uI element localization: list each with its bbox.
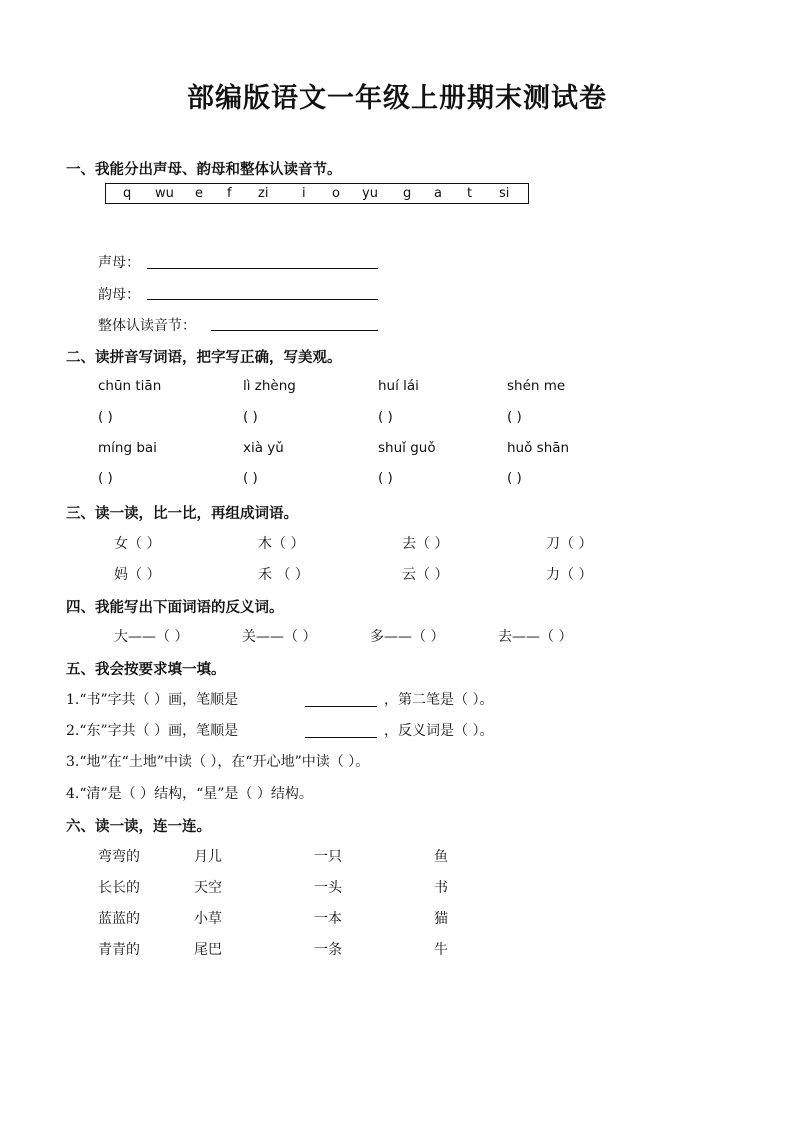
answer-paren[interactable]: ( ): [243, 470, 258, 486]
stroke-order-line[interactable]: [305, 706, 377, 707]
section-1-heading: 一、我能分出声母、韵母和整体认读音节。: [66, 162, 342, 178]
section-3-heading: 三、读一读，比一比，再组成词语。: [66, 506, 298, 522]
match-item[interactable]: 尾巴: [194, 942, 222, 958]
section-6-heading: 六、读一读，连一连。: [66, 819, 211, 835]
answer-paren[interactable]: ( ): [243, 409, 258, 425]
match-item[interactable]: 一头: [314, 880, 342, 896]
char-item: 木（ ）: [258, 536, 305, 552]
shengmu-label: 声母：: [98, 255, 140, 271]
page-title: 部编版语文一年级上册期末测试卷: [187, 83, 607, 114]
letter: wu: [155, 186, 174, 201]
question-2: 2.“东”字共（ ）画，笔顺是: [66, 723, 239, 739]
letter: f: [227, 186, 232, 201]
letter: i: [302, 186, 306, 201]
question-2-tail: ，反义词是（ ）。: [384, 723, 494, 739]
antonym-item: 大——（ ）: [114, 629, 189, 645]
pinyin: huǒ shān: [507, 440, 570, 456]
char-item: 去（ ）: [402, 536, 449, 552]
char-item: 力（ ）: [546, 567, 593, 583]
match-item[interactable]: 蓝蓝的: [98, 911, 140, 927]
shengmu-answer-line[interactable]: [147, 268, 378, 269]
question-4: 4.“清”是（ ）结构，“星”是（ ）结构。: [66, 786, 313, 802]
letter: yu: [362, 186, 378, 201]
match-item[interactable]: 青青的: [98, 942, 140, 958]
match-item[interactable]: 长长的: [98, 880, 140, 896]
answer-paren[interactable]: ( ): [378, 470, 393, 486]
pinyin: shuǐ guǒ: [378, 440, 436, 456]
yunmu-answer-line[interactable]: [147, 299, 378, 300]
letters-box: [105, 183, 529, 204]
antonym-item: 关——（ ）: [242, 629, 317, 645]
pinyin: huí lái: [378, 378, 419, 394]
question-1-tail: ，第二笔是（ ）。: [384, 692, 494, 708]
match-item[interactable]: 一条: [314, 942, 342, 958]
answer-paren[interactable]: ( ): [98, 409, 113, 425]
match-item[interactable]: 猫: [434, 911, 448, 927]
char-item: 刀（ ）: [546, 536, 593, 552]
match-item[interactable]: 一本: [314, 911, 342, 927]
zhengti-answer-line[interactable]: [211, 330, 378, 331]
match-item[interactable]: 一只: [314, 849, 342, 865]
match-item[interactable]: 鱼: [434, 849, 448, 865]
letter: si: [499, 186, 510, 201]
match-item[interactable]: 小草: [194, 911, 222, 927]
question-1: 1.“书”字共（ ）画，笔顺是: [66, 692, 239, 708]
answer-paren[interactable]: ( ): [378, 409, 393, 425]
pinyin: chūn tiān: [98, 378, 162, 394]
yunmu-label: 韵母：: [98, 287, 140, 303]
match-item[interactable]: 弯弯的: [98, 849, 140, 865]
section-5-heading: 五、我会按要求填一填。: [66, 662, 226, 678]
char-item: 禾 （ ）: [258, 567, 309, 583]
zhengti-label: 整体认读音节：: [98, 318, 196, 334]
char-item: 妈（ ）: [114, 567, 161, 583]
match-item[interactable]: 月儿: [194, 849, 222, 865]
letter: a: [434, 186, 442, 201]
pinyin: xià yǔ: [243, 440, 284, 456]
letter: o: [332, 186, 340, 201]
letter: zi: [258, 186, 269, 201]
match-item[interactable]: 书: [434, 880, 448, 896]
pinyin: shén me: [507, 378, 566, 394]
section-2-heading: 二、读拼音写词语，把字写正确，写美观。: [66, 350, 342, 366]
char-item: 女（ ）: [114, 536, 161, 552]
answer-paren[interactable]: ( ): [507, 409, 522, 425]
stroke-order-line[interactable]: [305, 737, 377, 738]
pinyin: míng bai: [98, 440, 157, 456]
question-3: 3.“地”在“土地”中读（ ），在“开心地”中读（ ）。: [66, 754, 370, 770]
match-item[interactable]: 牛: [434, 942, 448, 958]
char-item: 云（ ）: [402, 567, 449, 583]
answer-paren[interactable]: ( ): [507, 470, 522, 486]
letter: t: [467, 186, 473, 201]
pinyin: lì zhèng: [243, 378, 296, 394]
antonym-item: 多——（ ）: [370, 629, 445, 645]
antonym-item: 去——（ ）: [498, 629, 573, 645]
letter: q: [123, 186, 132, 201]
letter: e: [195, 186, 203, 201]
answer-paren[interactable]: ( ): [98, 470, 113, 486]
match-item[interactable]: 天空: [194, 880, 222, 896]
section-4-heading: 四、我能写出下面词语的反义词。: [66, 600, 284, 616]
letter: g: [403, 186, 412, 201]
